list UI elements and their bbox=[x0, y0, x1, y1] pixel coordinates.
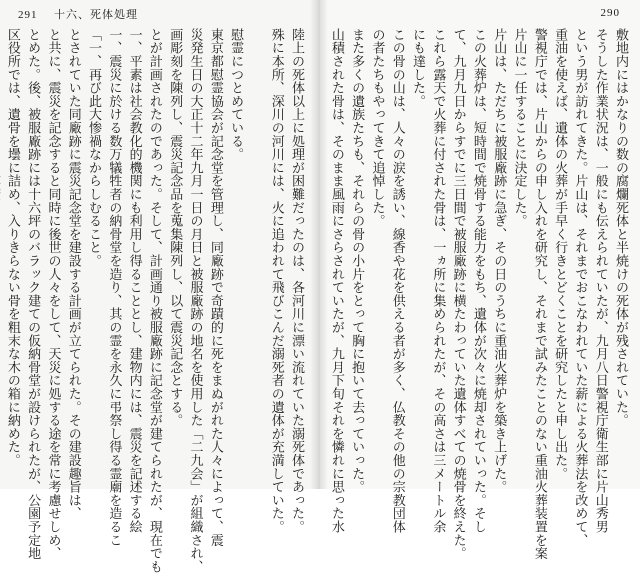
text-line: とされていた同廠跡に震災記念堂を建設する計画が立てられた。その建設趣旨は、 bbox=[65, 28, 81, 521]
text-line: という男が訪れてきた。片山は、それまでおこなわれていた薪による火葬法を改めて、 bbox=[572, 28, 588, 547]
text-line: 警視庁では、片山からの申し入れを研究し、それまで試みたことのない重油火葬装置を案 bbox=[531, 28, 547, 560]
text-line: 陸上の死体以上に処理が困難だったのは、各河川に漂い流れていた溺死体であった。 bbox=[289, 28, 304, 534]
page-gutter bbox=[310, 0, 328, 489]
text-line: 山積された骨は、そのまま風雨にさらされていたが、九月下旬それを憐れに思った水 bbox=[328, 28, 344, 534]
text-line: 災発生日の大正十二年九月一日の月日と被服廠跡の地名を使用した「二九会」が組織され、 bbox=[187, 28, 203, 573]
text-line bbox=[245, 28, 265, 458]
text-line: 一、震災に於ける数万犠牲者の納骨堂を造り、其の霊を永久に弔祭し得る霊廟を造るこ bbox=[106, 28, 122, 547]
right-page-number: 290 bbox=[600, 7, 620, 19]
text-line: の者たちもやってきて追悼した。 bbox=[369, 28, 385, 228]
text-line: て、九月九日からすでに三日間で被服廠跡に横たわっていた遺体すべての焼骨を終えた。 bbox=[450, 28, 466, 560]
left-page-body bbox=[4, 28, 306, 573]
text-line: 片山に一任することに決定した。 bbox=[511, 28, 527, 228]
text-line: 片山は、ただちに被服廠跡に急ぎ、その日のうちに重油火葬炉を築き上げた。 bbox=[491, 28, 507, 494]
left-page-header bbox=[18, 6, 138, 22]
right-page bbox=[318, 0, 640, 560]
left-page-number: 291 bbox=[18, 9, 38, 21]
text-line: と共に、震災を記念すると同時に後世の人々をして、天災に処する途を常に考慮せしめ、 bbox=[45, 28, 61, 560]
text-line: この骨の山は、人々の涙を誘い、線香や花を供える者が多く、仏教その他の宗教団体 bbox=[389, 28, 405, 534]
text-line: また多くの遺族たちも、それらの骨の小片をとって胸に抱いて去っていった。 bbox=[349, 28, 365, 494]
text-line: 殊に本所、深川の河川には、火に追われて飛びこんだ溺死者の遺体が充満していた。 bbox=[268, 28, 284, 534]
text-line: とが計画されたのであった。そして、計画通り被服廠跡に記念堂が建てられたが、現在でも bbox=[146, 28, 162, 573]
text-line: 画彫刻を陳列し、震災記念品を蒐集陳列し、以て震災記念とする。 bbox=[167, 28, 183, 427]
text-line: これら露天で火葬に付された骨は、一ヵ所に集められたが、その高さは三メートル余 bbox=[430, 28, 446, 534]
right-page-header bbox=[601, 6, 621, 19]
chapter-title: 十六、死体処理 bbox=[54, 8, 138, 21]
text-line: 「一、再び此大惨禍なからしむること。 bbox=[86, 28, 102, 268]
text-line: 重油を使えば、遺体の火葬が手早く行きとどくことを研究したと申し出た。 bbox=[552, 28, 568, 481]
text-line: とめた。後、被服廠跡には十六坪のバラック建ての仮納骨堂が設けられたが、公園予定地 bbox=[25, 28, 41, 560]
right-page-body bbox=[328, 28, 630, 560]
text-line: 敷地内にはかなりの数の腐爛死体と半焼けの死体が残されていた。 bbox=[613, 28, 628, 427]
text-line: そうした作業状況は、一般にも伝えられていたが、九月八日警視庁衛生部に片山秀男 bbox=[592, 28, 608, 534]
text-line: 区役所では、遺骨を壜に詰め、入りきらない骨を粗末な木の箱に納めた。 bbox=[4, 28, 20, 467]
text-line: この火葬炉は、短時間で焼骨する能力をもち、遺体が次々に焼却されていった。そし bbox=[470, 28, 486, 534]
furigana-reading bbox=[0, 174, 2, 203]
text-line: 慰霊につとめている。 bbox=[228, 28, 244, 161]
text-line: 一、平素は社会教化的機関にも利用し得ることとし、建物内には、震災を記述する絵 bbox=[126, 28, 142, 534]
left-page bbox=[0, 0, 318, 573]
text-line: にも達した。 bbox=[410, 28, 426, 108]
text-line: 東京都慰霊協会が記念堂を管理し、同廠跡で奇蹟的に死をまぬがれた人々によって、震 bbox=[207, 28, 223, 547]
